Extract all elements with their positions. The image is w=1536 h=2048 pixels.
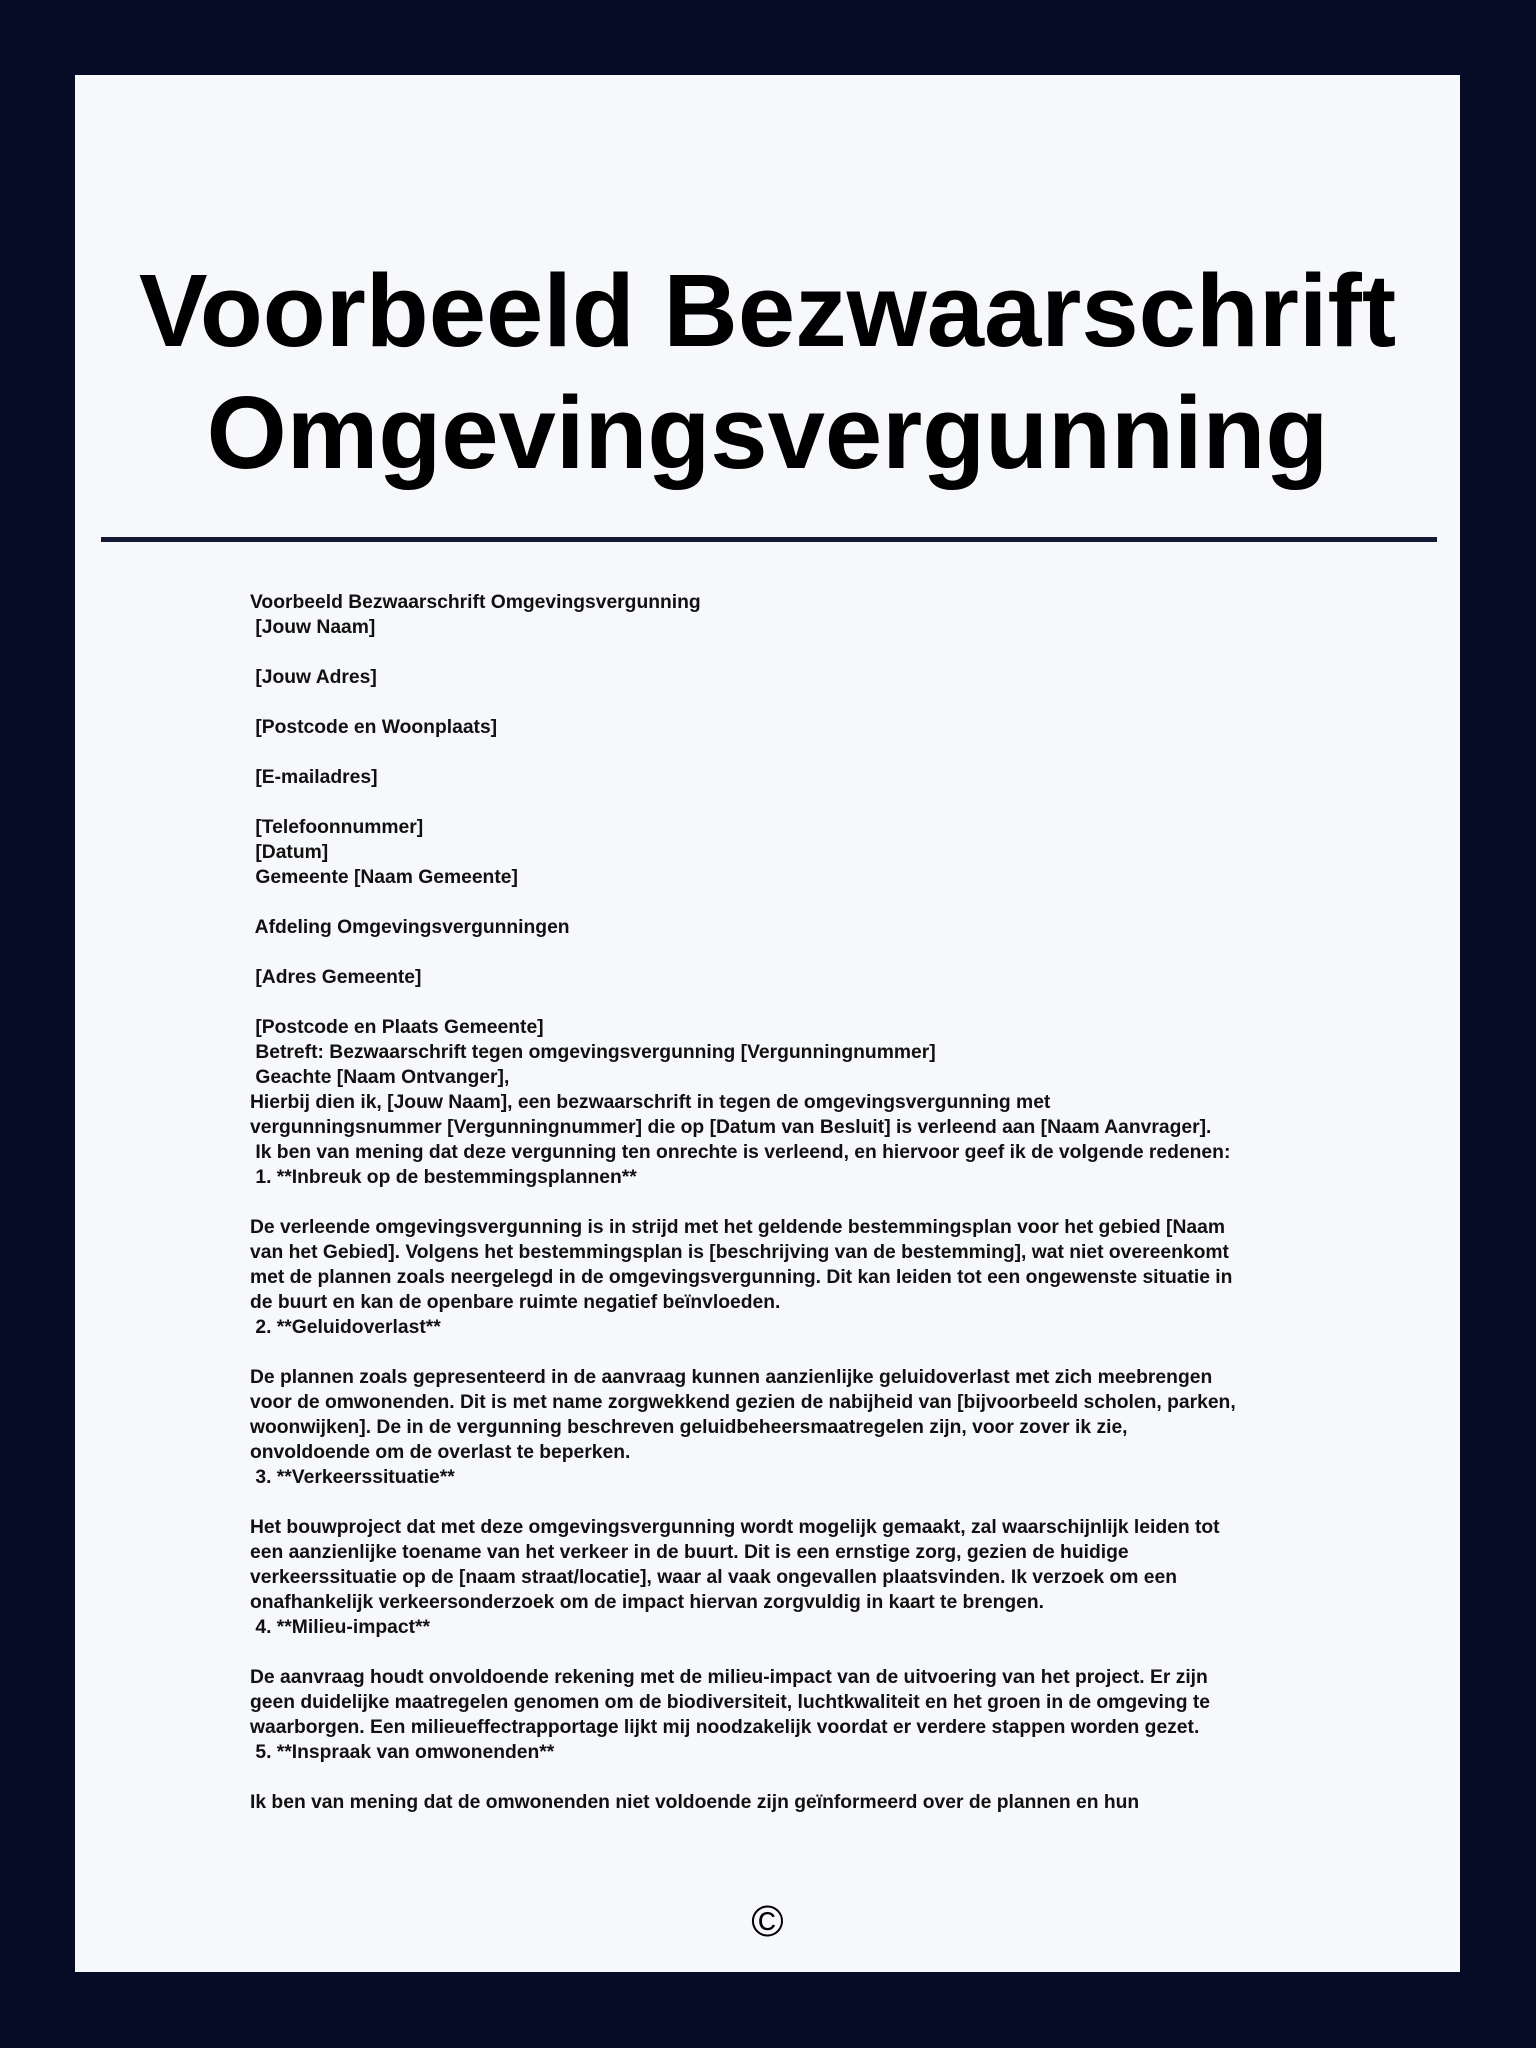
letter-line: 3. **Verkeerssituatie**: [250, 1467, 455, 1488]
letter-line: [Adres Gemeente]: [250, 967, 422, 988]
letter-line: [250, 990, 1370, 1015]
letter-line: [250, 1190, 1370, 1215]
copyright-icon: ©: [751, 1897, 784, 1946]
letter-line: Het bouwproject dat met deze omgevingsvergunning wordt mogelijk gemaakt, zal waarschijnlijk leiden tot: [250, 1517, 1220, 1538]
letter-line: [E-mailadres]: [250, 767, 378, 788]
letter-line: met de plannen zoals neergelegd in de omgevingsvergunning. Dit kan leiden tot een ongewenste situatie in: [250, 1267, 1233, 1288]
letter-line: voor de omwonenden. Dit is met name zorgwekkend gezien de nabijheid van [bijvoorbeeld scholen, parken,: [250, 1392, 1236, 1413]
letter-line: [Datum]: [250, 842, 329, 863]
letter-line: onafhankelijk verkeersonderzoek om de impact hiervan zorgvuldig in kaart te brengen.: [250, 1592, 1044, 1613]
letter-line: De verleende omgevingsvergunning is in strijd met het geldende bestemmingsplan voor het gebied [Naam: [250, 1217, 1225, 1238]
letter-line: Betreft: Bezwaarschrift tegen omgevingsvergunning [Vergunningnummer]: [250, 1042, 936, 1063]
letter-line: [250, 940, 1370, 965]
letter-line: [Telefoonnummer]: [250, 817, 424, 838]
letter-line: [Jouw Adres]: [250, 667, 377, 688]
letter-line: vergunningsnummer [Vergunningnummer] die op [Datum van Besluit] is verleend aan [Naam Aanvrager].: [250, 1117, 1212, 1138]
letter-line: [Jouw Naam]: [250, 617, 376, 638]
letter-line: 5. **Inspraak van omwonenden**: [250, 1742, 555, 1763]
letter-line: Geachte [Naam Ontvanger],: [250, 1067, 510, 1088]
letter-line: [250, 740, 1370, 765]
letter-line: 1. **Inbreuk op de bestemmingsplannen**: [250, 1167, 637, 1188]
letter-line: Hierbij dien ik, [Jouw Naam], een bezwaarschrift in tegen de omgevingsvergunning met: [250, 1092, 1051, 1113]
letter-line: [250, 1340, 1370, 1365]
document-page: [75, 75, 1460, 1972]
title-line-1: Voorbeeld Bezwaarschrift: [138, 253, 1397, 368]
letter-line: [250, 1490, 1370, 1515]
letter-line: [250, 890, 1370, 915]
letter-line: verkeerssituatie op de [naam straat/locatie], waar al vaak ongevallen plaatsvinden. Ik verzoek om een: [250, 1567, 1177, 1588]
title-divider: [101, 537, 1437, 542]
letter-line: de buurt en kan de openbare ruimte negatief beïnvloeden.: [250, 1292, 781, 1313]
letter-line: Ik ben van mening dat de omwonenden niet voldoende zijn geïnformeerd over de plannen en hun: [250, 1792, 1140, 1813]
letter-line: onvoldoende om de overlast te beperken.: [250, 1442, 631, 1463]
page-title: [75, 250, 1460, 494]
letter-line: De aanvraag houdt onvoldoende rekening met de milieu-impact van de uitvoering van het project. Er zijn: [250, 1667, 1208, 1688]
letter-line: Afdeling Omgevingsvergunningen: [250, 917, 570, 938]
letter-line: [250, 690, 1370, 715]
letter-line: [250, 790, 1370, 815]
letter-line: De plannen zoals gepresenteerd in de aanvraag kunnen aanzienlijke geluidoverlast met zich meebrengen: [250, 1367, 1213, 1388]
letter-line: [Postcode en Woonplaats]: [250, 717, 498, 738]
letter-line: geen duidelijke maatregelen genomen om de biodiversiteit, luchtkwaliteit en het groen in de omgeving te: [250, 1692, 1210, 1713]
letter-line: een aanzienlijke toename van het verkeer in de buurt. Dit is een ernstige zorg, gezien de huidige: [250, 1542, 1129, 1563]
letter-line: van het Gebied]. Volgens het bestemmingsplan is [beschrijving van de bestemming], wat niet overeenkomt: [250, 1242, 1229, 1263]
letter-line: Gemeente [Naam Gemeente]: [250, 867, 518, 888]
letter-line: waarborgen. Een milieueffectrapportage lijkt mij noodzakelijk voordat er verdere stappen worden gezet.: [250, 1717, 1200, 1738]
letter-line: [Postcode en Plaats Gemeente]: [250, 1017, 544, 1038]
letter-line: [250, 640, 1370, 665]
letter-line: [250, 1640, 1370, 1665]
letter-line: 2. **Geluidoverlast**: [250, 1317, 441, 1338]
letter-line: Voorbeeld Bezwaarschrift Omgevingsvergunning: [250, 592, 701, 613]
letter-line: woonwijken]. De in de vergunning beschreven geluidbeheersmaatregelen zijn, voor zover ik zie,: [250, 1417, 1128, 1438]
letter-line: Ik ben van mening dat deze vergunning ten onrechte is verleend, en hiervoor geef ik de volgende redenen:: [250, 1142, 1231, 1163]
letter-line: 4. **Milieu-impact**: [250, 1617, 431, 1638]
letter-body: [250, 590, 1370, 1815]
letter-line: [250, 1765, 1370, 1790]
title-line-2: Omgevingsvergunning: [206, 375, 1329, 490]
